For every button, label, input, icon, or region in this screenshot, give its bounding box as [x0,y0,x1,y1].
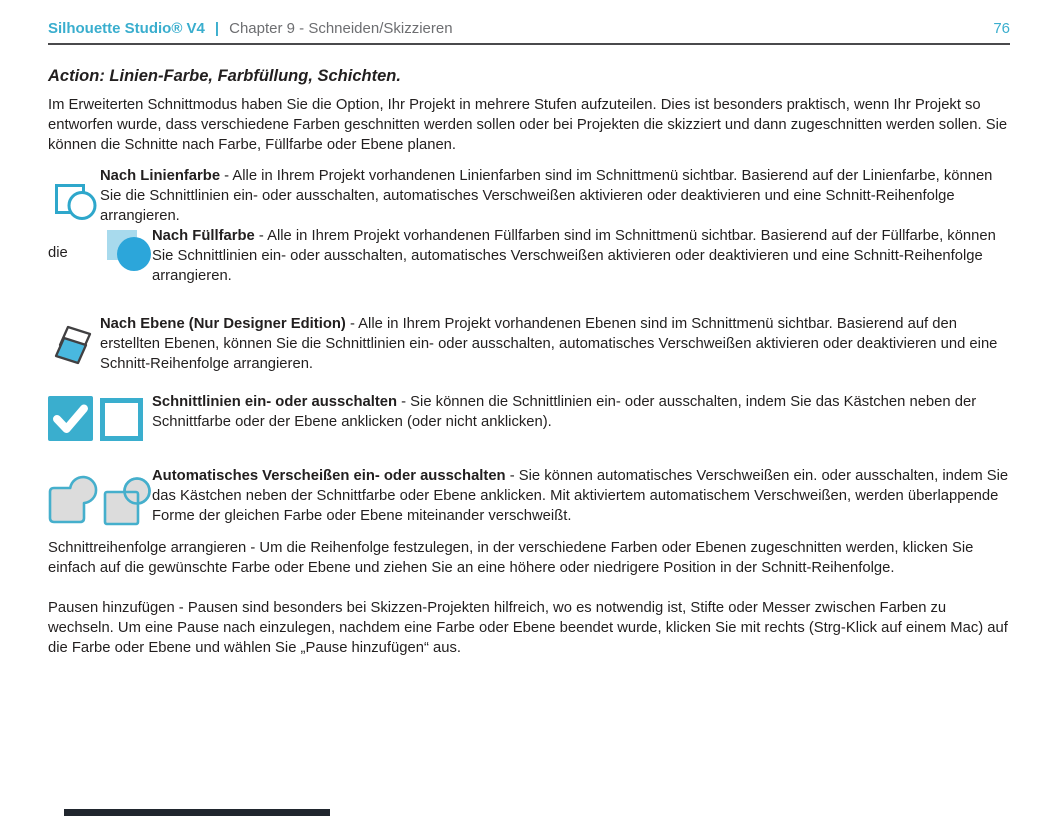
margin-word: die [48,245,68,261]
list-item-cutlines [152,392,1014,432]
overlapping-shapes-icon [102,476,156,533]
header-rule [48,43,1010,45]
paragraph-cut-order: Schnittreihenfolge arrangieren - Um die Reihenfolge festzulegen, in der verschiedene Farben oder Ebenen zugeschnitten werden, klicken Sie einfach auf die gewünschte Farbe oder Ebene und ziehen Sie an eine höhere oder niedrigere Position in der Schnitt-Reihenfolge. [48,540,974,576]
paragraph-add-pause: Pausen hinzufügen - Pausen sind besonders bei Skizzen-Projekten hilfreich, wo es notwendig ist, Stifte oder Messer zwischen Farben zu wechseln. Um eine Pause nach einzulegen, nachdem eine Farbe oder Ebene beendet wurde, klicken Sie mit rechts (Strg-Klick auf einem Mac) auf die Farbe oder Ebene und wählen Sie „Pause hinzufügen“ aus. [48,600,1008,656]
checkbox-checked-icon [48,396,93,446]
filled-shapes-icon [106,228,154,279]
item-label: Nach Ebene (Nur Designer Edition) [100,316,346,332]
section-title: Action: Linien-Farbe, Farbfüllung, Schichten. [48,67,401,85]
intro-paragraph: Im Erweiterten Schnittmodus haben Sie die Option, Ihr Projekt in mehrere Stufen aufzuteilen. Dies ist besonders praktisch, wenn Ihr Projekt so entworfen wurde, dass verschiedene Farben geschnitten werden sollen oder bei Projekten die skizziert und dann zugeschnitten werden sollen. Sie können die Schnitte nach Farbe, Füllfarbe oder Ebene planen. [48,97,1008,153]
chapter-title: Chapter 9 - Schneiden/Skizzieren [229,20,453,37]
item-label: Automatisches Verscheißen ein- oder ausschalten [152,468,506,484]
page-number: 76 [993,20,1010,37]
item-label: Schnittlinien ein- oder ausschalten [152,394,398,410]
item-description: - Alle in Ihrem Projekt vorhandenen Ebenen sind im Schnittmenü sichtbar. Basierend auf den erstellten Ebenen, können Sie die Schnittlinien ein- oder ausschalten, automatisches Verschweißen aktivieren oder deaktivieren und eine Schnitt-Reihenfolge arrangieren. [100,316,998,372]
list-item-linecolor [100,166,1012,226]
item-label: Nach Füllfarbe [152,228,255,244]
layers-icon [54,322,96,375]
list-item-fillcolor [152,226,1014,286]
brand-title: Silhouette Studio® V4 [48,20,205,37]
list-item-layer [100,314,1012,374]
outline-shapes-icon [54,180,98,227]
footer-bar [64,809,330,816]
item-description: - Alle in Ihrem Projekt vorhandenen Linienfarben sind im Schnittmenü sichtbar. Basierend auf der Linienfarbe, können Sie die Schnittlinien ein- oder ausschalten, automatisches Verschweißen aktivieren oder deaktivieren und eine Schnitt-Reihenfolge arrangieren. [100,168,993,224]
item-description: - Alle in Ihrem Projekt vorhandenen Füllfarben sind im Schnittmenü sichtbar. Basierend auf der Füllfarbe, können Sie Schnittlinien ein- oder ausschalten, automatisches Verschweißen aktivieren oder deaktivieren und eine Schnitt-Reihenfolge arrangieren. [152,228,996,284]
item-description: - Sie können die Schnittlinien ein- oder ausschalten, indem Sie das Kästchen neben der Schnittfarbe oder der Ebene anklicken (oder nicht anklicken). [152,394,977,430]
item-label: Nach Linienfarbe [100,168,221,184]
page-header [48,20,1010,37]
welded-shapes-icon [46,472,102,531]
list-item-autoweld [152,466,1014,526]
checkbox-unchecked-icon [100,398,143,446]
header-separator: | [214,20,220,37]
item-description: - Sie können automatisches Verschweißen ein. oder ausschalten, indem Sie das Kästchen neben der Schnittfarbe oder Ebene anklicken. Mit aktiviertem automatischem Verschweißen, werden überlappende Forme der gleichen Farbe oder Ebene miteinander verschweißt. [152,468,1009,524]
